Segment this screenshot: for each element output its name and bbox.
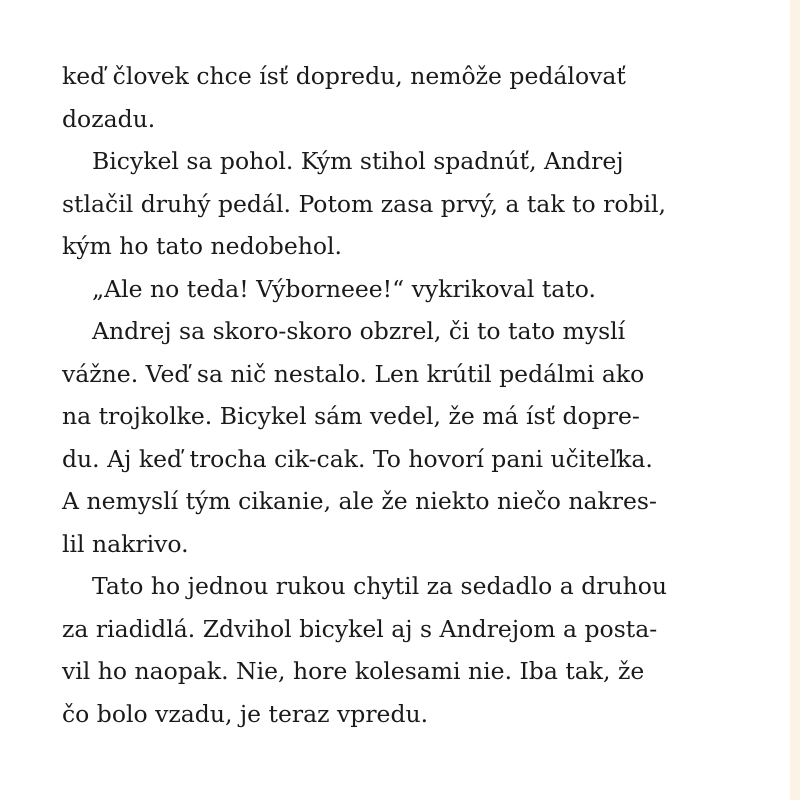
paragraph-start-line: Andrej sa skoro-skoro obzrel, či to tato myslí — [92, 317, 626, 345]
body-text — [62, 55, 742, 735]
text-line: kým ho tato nedobehol. — [62, 232, 342, 260]
paragraph-start-line: „Ale no teda! Výborneee!“ vykrikoval tato. — [92, 274, 596, 303]
text-line: vil ho naopak. Nie, hore kolesami nie. Iba tak, že — [62, 657, 645, 685]
text-line: stlačil druhý pedál. Potom zasa prvý, a tak to robil, — [62, 189, 667, 218]
paragraph-start-line: Bicykel sa pohol. Kým stihol spadnúť, Andrej — [92, 147, 624, 175]
text-line: du. Aj keď trocha cik-cak. To hovorí pani učiteľka. — [62, 444, 653, 473]
text-line: za riadidlá. Zdvihol bicykel aj s Andrejom a posta- — [62, 614, 658, 643]
text-line: lil nakrivo. — [62, 529, 189, 558]
page-edge-strip — [790, 0, 800, 800]
text-line: na trojkolke. Bicykel sám vedel, že má ísť dopre- — [62, 402, 640, 430]
paragraph-start-line: Tato ho jednou rukou chytil za sedadlo a druhou — [92, 572, 668, 600]
text-line: vážne. Veď sa nič nestalo. Len krútil pedálmi ako — [62, 359, 645, 388]
text-line: A nemyslí tým cikanie, ale že niekto niečo nakres- — [62, 487, 657, 515]
text-line: keď človek chce ísť dopredu, nemôže pedálovať — [62, 62, 626, 90]
text-line: dozadu. — [62, 104, 156, 133]
text-line: čo bolo vzadu, je teraz vpredu. — [62, 699, 429, 728]
